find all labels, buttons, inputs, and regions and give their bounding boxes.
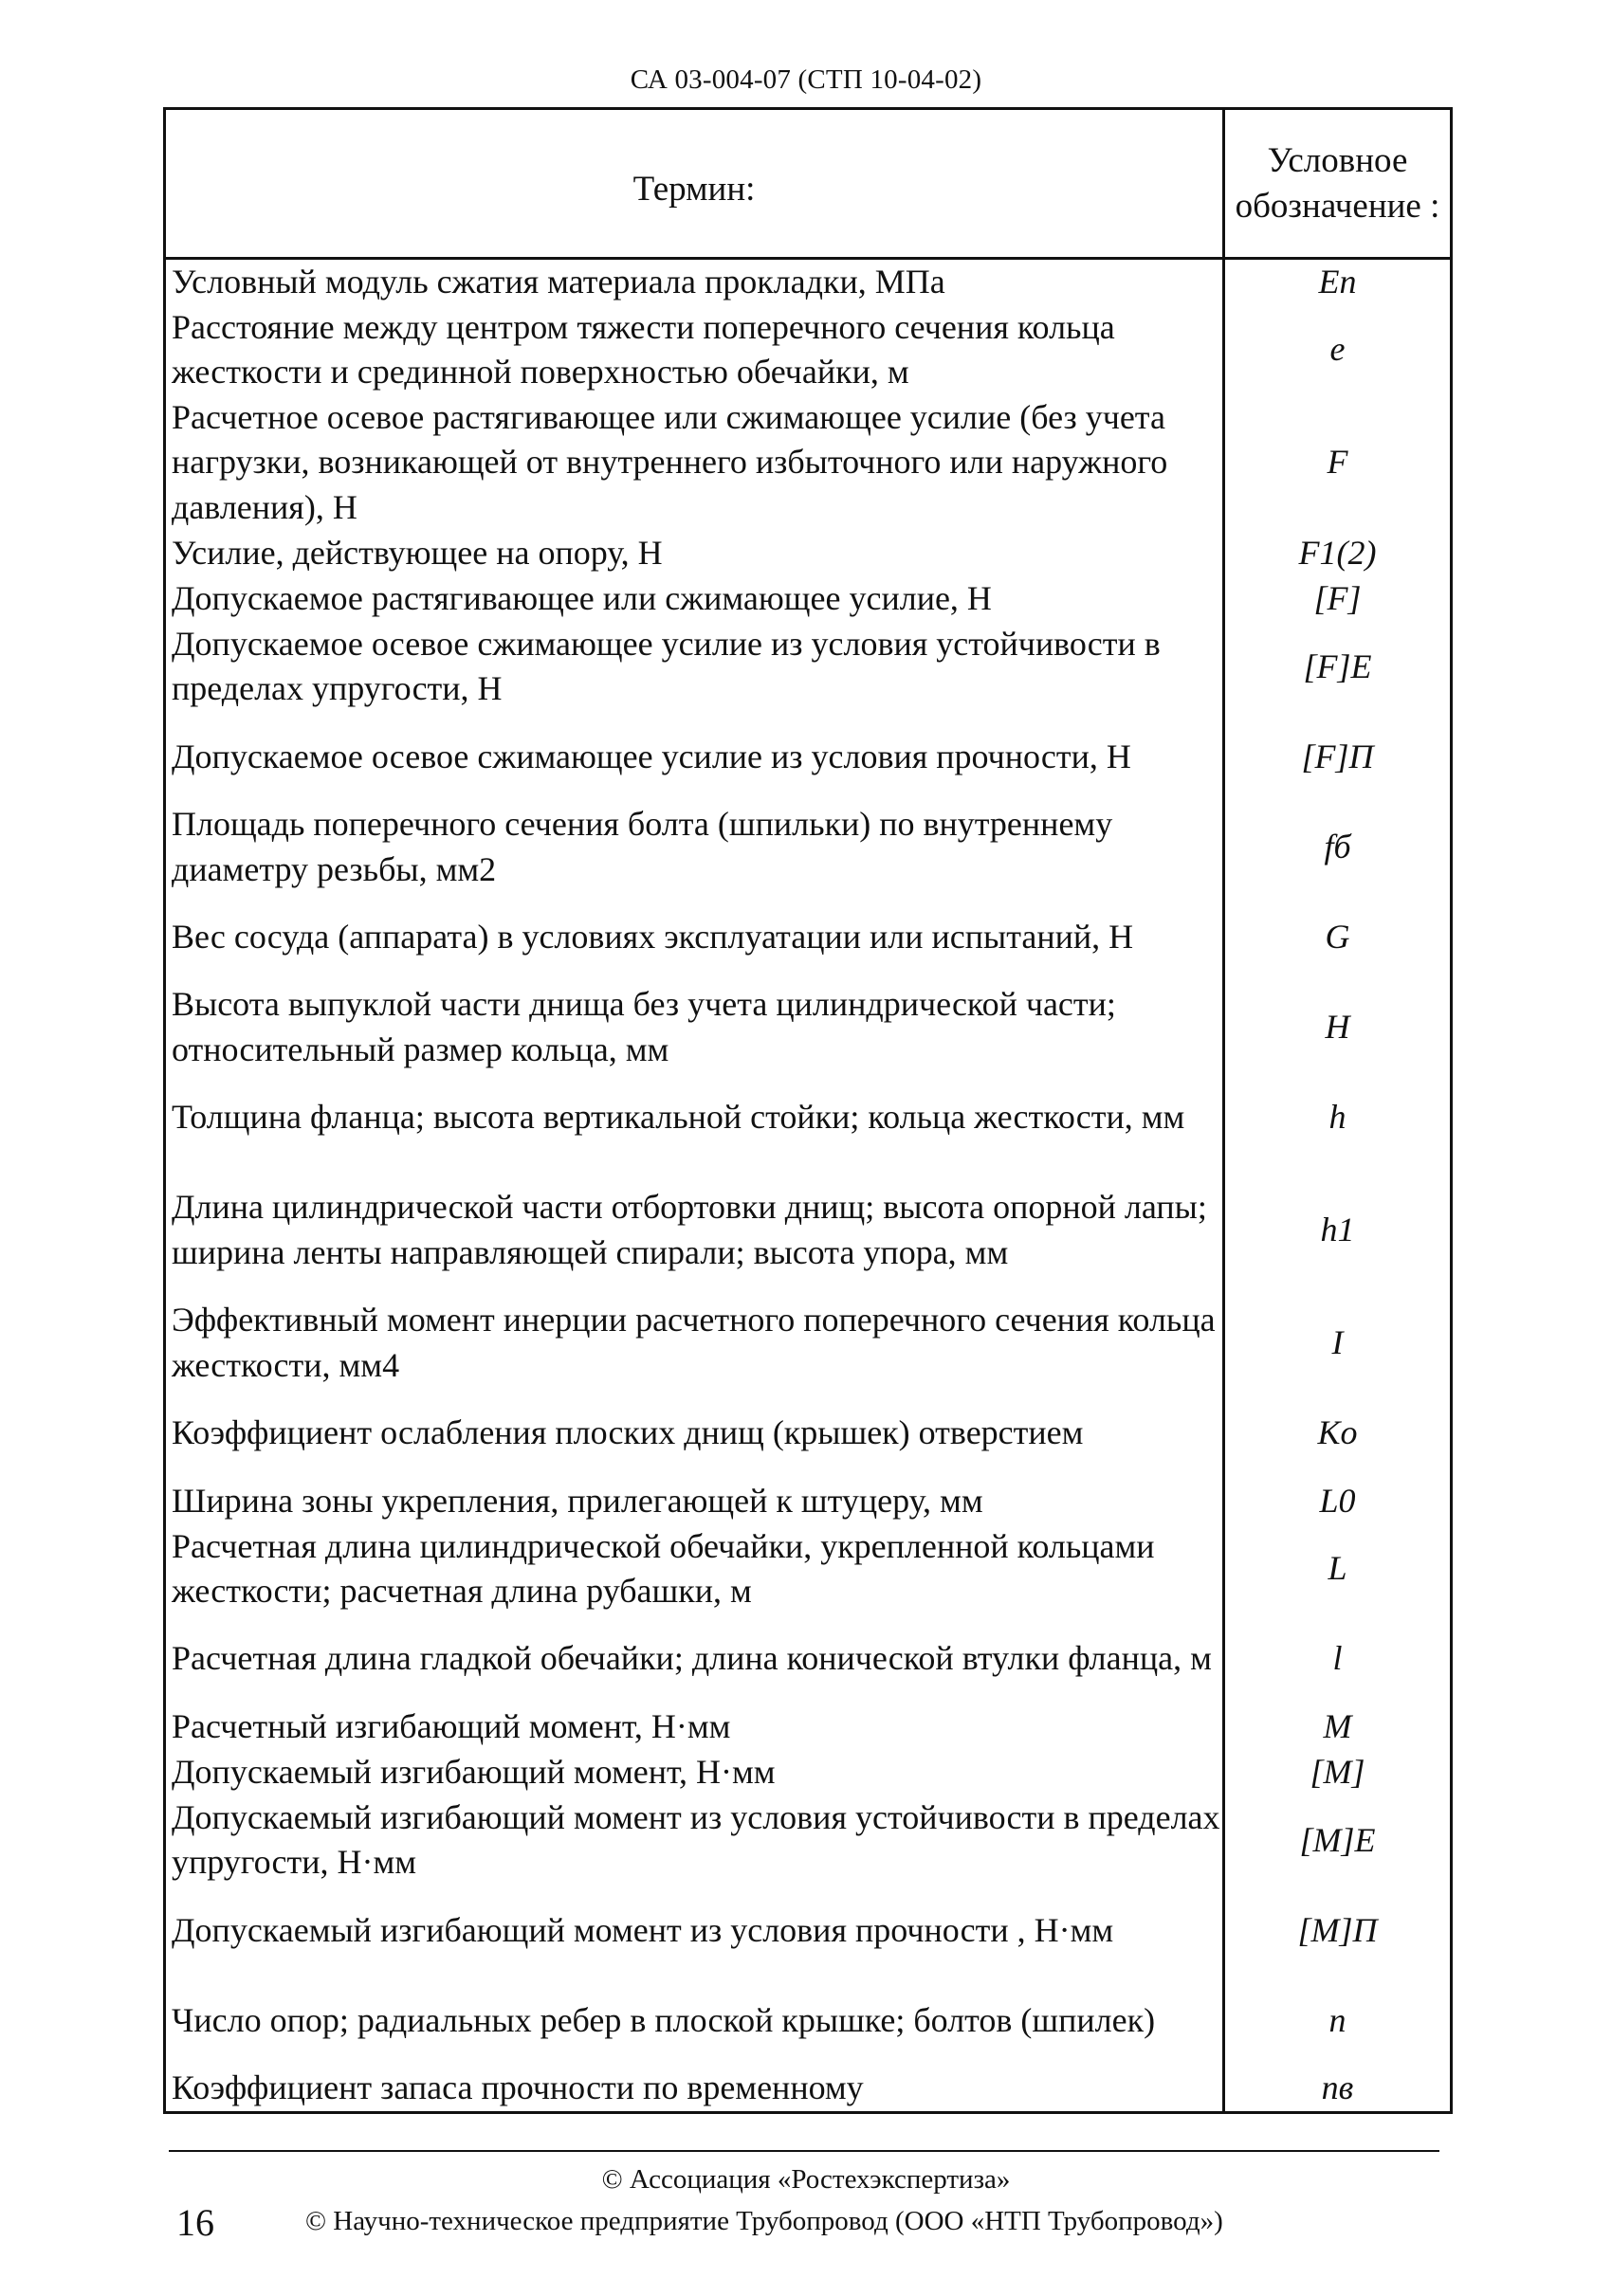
- symbol-cell: [F]П: [1301, 737, 1374, 775]
- table-row: [165, 1389, 1452, 1479]
- term-cell: Расчетная длина цилиндрической обечайки, укрепленной кольцами жесткости; расчетная длина рубашки, м: [165, 1524, 1224, 1614]
- term-cell: Допускаемое осевое сжимающее усилие из условия прочности, Н: [165, 712, 1224, 802]
- table-row: [165, 1750, 1452, 1795]
- term-cell: Расчетный изгибающий момент, Н·мм: [165, 1704, 1224, 1750]
- symbol-cell: h: [1328, 1098, 1346, 1137]
- term-cell: Толщина фланца; высота вертикальной стойки; кольца жесткости, мм: [165, 1072, 1224, 1162]
- table-row: [165, 1614, 1452, 1704]
- term-cell: Длина цилиндрической части отбортовки днищ; высота опорной лапы; ширина ленты направляющей спирали; высота упора, мм: [165, 1162, 1224, 1298]
- term-cell: Площадь поперечного сечения болта (шпильки) по внутреннему диаметру резьбы, мм2: [165, 802, 1224, 892]
- table-row: [165, 531, 1452, 576]
- symbol-cell: F1(2): [1298, 533, 1377, 572]
- term-cell: Коэффициент запаса прочности по временному: [165, 2066, 1224, 2112]
- table-row: [165, 305, 1452, 395]
- term-cell: Вес сосуда (аппарата) в условиях эксплуатации или испытаний, Н: [165, 892, 1224, 982]
- term-cell: Расстояние между центром тяжести поперечного сечения кольца жесткости и срединной поверхностью обечайки, м: [165, 305, 1224, 395]
- symbol-cell: L0: [1319, 1481, 1356, 1520]
- symbol-cell: [M]П: [1297, 1910, 1378, 1949]
- symbol-cell: fб: [1324, 827, 1351, 866]
- term-cell: Допускаемый изгибающий момент из условия устойчивости в пределах упругости, Н·мм: [165, 1795, 1224, 1886]
- symbol-cell: Eп: [1318, 263, 1357, 301]
- term-cell: Высота выпуклой части днища без учета цилиндрической части; относительный размер кольца, мм: [165, 982, 1224, 1072]
- symbol-cell: [M]E: [1299, 1820, 1376, 1859]
- table-row: [165, 1795, 1452, 1886]
- term-cell: Допускаемый изгибающий момент, Н·мм: [165, 1750, 1224, 1795]
- table-row: [165, 982, 1452, 1072]
- symbol-cell: e: [1329, 330, 1346, 369]
- table-row: [165, 1298, 1452, 1388]
- symbol-cell: M: [1323, 1706, 1352, 1745]
- table-row: [165, 2066, 1452, 2112]
- term-cell: Число опор; радиальных ребер в плоской крышке; болтов (шпилек): [165, 1976, 1224, 2066]
- table-row: [165, 802, 1452, 892]
- symbol-cell: G: [1325, 917, 1350, 956]
- symbol-cell: l: [1332, 1639, 1343, 1678]
- column-header-symbol: Условное обозначение :: [1224, 109, 1452, 259]
- table-row: [165, 1479, 1452, 1524]
- symbol-cell: H: [1325, 1007, 1350, 1046]
- term-cell: Условный модуль сжатия материала прокладки, МПа: [165, 259, 1224, 305]
- symbol-cell: Ko: [1317, 1413, 1358, 1452]
- symbol-cell: [F]: [1313, 578, 1362, 617]
- table-row: [165, 395, 1452, 531]
- symbol-cell: I: [1331, 1323, 1344, 1362]
- term-cell: Допускаемое осевое сжимающее усилие из условия устойчивости в пределах упругости, Н: [165, 622, 1224, 712]
- term-cell: Расчетная длина гладкой обечайки; длина конической втулки фланца, м: [165, 1614, 1224, 1704]
- table-row: [165, 576, 1452, 622]
- term-cell: Допускаемый изгибающий момент из условия прочности , Н·мм: [165, 1886, 1224, 1976]
- document-code: СА 03-004-07 (СТП 10-04-02): [630, 64, 982, 95]
- table-row: [165, 622, 1452, 712]
- term-cell: Усилие, действующее на опору, Н: [165, 531, 1224, 576]
- symbol-cell: F: [1327, 443, 1348, 482]
- copyright-company: © Научно-техническое предприятие Трубопровод (ООО «НТП Трубопровод»): [305, 2206, 1223, 2236]
- column-header-term: Термин:: [165, 109, 1224, 259]
- page-number: 16: [176, 2201, 214, 2244]
- term-cell: Ширина зоны укрепления, прилегающей к штуцеру, мм: [165, 1479, 1224, 1524]
- table-row: [165, 1976, 1452, 2066]
- term-cell: Расчетное осевое растягивающее или сжимающее усилие (без учета нагрузки, возникающей от внутреннего избыточного или наружного давления), Н: [165, 395, 1224, 531]
- copyright-association: © Ассоциация «Ростехэкспертиза»: [601, 2164, 1011, 2195]
- terms-table: [163, 107, 1453, 2114]
- table-row: [165, 1704, 1452, 1750]
- symbol-cell: nв: [1321, 2068, 1354, 2106]
- table-row: [165, 712, 1452, 802]
- table-row: [165, 1162, 1452, 1298]
- symbol-cell: h1: [1320, 1211, 1355, 1249]
- term-cell: Коэффициент ослабления плоских днищ (крышек) отверстием: [165, 1389, 1224, 1479]
- table-header-row: [165, 109, 1452, 259]
- term-cell: Эффективный момент инерции расчетного поперечного сечения кольца жесткости, мм4: [165, 1298, 1224, 1388]
- term-cell: Допускаемое растягивающее или сжимающее усилие, Н: [165, 576, 1224, 622]
- table-row: [165, 1072, 1452, 1162]
- table-row: [165, 892, 1452, 982]
- footer-divider: [169, 2150, 1439, 2152]
- symbol-cell: n: [1328, 2000, 1346, 2039]
- table-row: [165, 1524, 1452, 1614]
- table-row: [165, 1886, 1452, 1976]
- symbol-cell: [M]: [1310, 1752, 1365, 1791]
- symbol-cell: [F]E: [1303, 647, 1372, 685]
- symbol-cell: L: [1328, 1549, 1347, 1588]
- table-row: [165, 259, 1452, 305]
